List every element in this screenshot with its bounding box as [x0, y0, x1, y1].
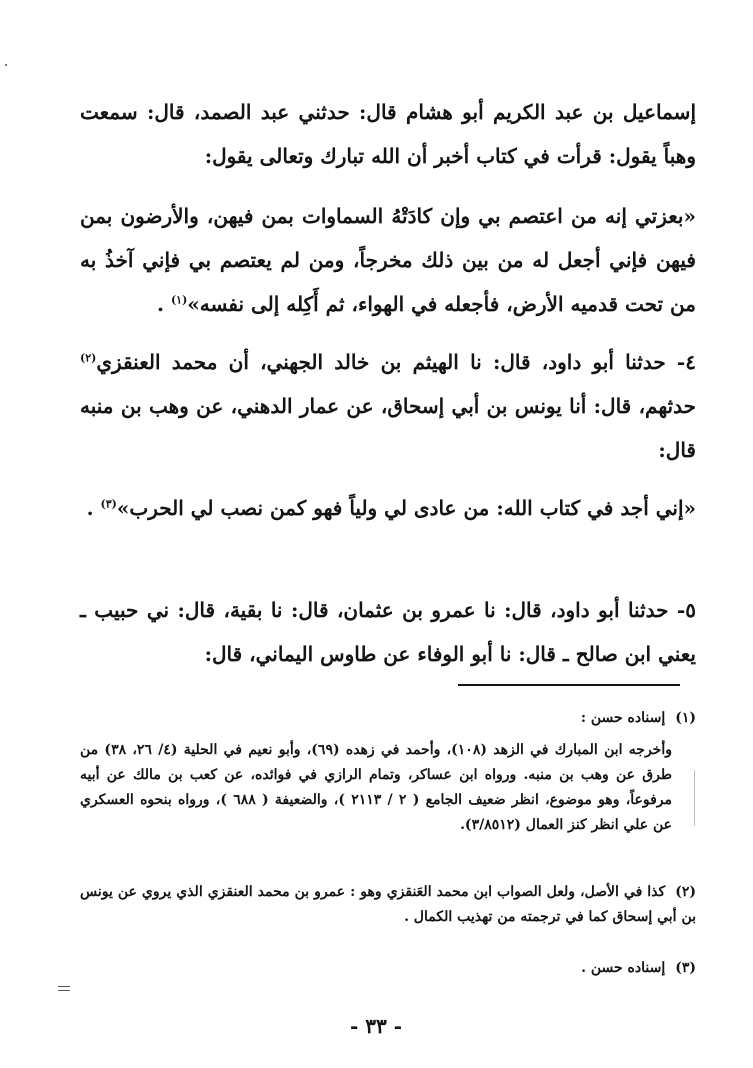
quote-2-end: . [86, 496, 101, 520]
scan-speck [58, 990, 70, 991]
quote-end: . [157, 292, 171, 316]
footnote-ref-1: (١) [170, 293, 188, 307]
footnote-3 [80, 956, 696, 981]
quote-text: «بعزتي إنه من اعتصم بي وإن كادَتْهُ السماوات بمن فيهن، والأرضون بمن فيهن فإني أجعل له من بين ذلك مخرجاً، ومن لم يعتصم بي فإني آخذُ به من تحت قدميه الأرض، فأجعله في الهواء، ثم أَكِله إلى نفسه» [80, 204, 696, 316]
quote-wali-saying [80, 486, 696, 530]
scan-edge-mark [694, 770, 695, 826]
hadith-4-rest: حدثهم، قال: أنا يونس بن أبي إسحاق، عن عمار الدهني، عن وهب بن منبه قال: [80, 394, 696, 462]
quote-2-text: «إني أجد في كتاب الله: من عادى لي ولياً فهو كمن نصب لي الحرب» [116, 496, 696, 520]
footnote-3-number: (٣) [675, 960, 696, 976]
footnote-1-heading [80, 706, 696, 731]
footnote-2 [80, 880, 696, 930]
footnote-1-number: (١) [675, 710, 696, 726]
hadith-5: ٥- حدثنا أبو داود، قال: نا عمرو بن عثمان، قال: نا بقية، قال: ني حبيب ـ يعني ابن صالح ـ قال: نا أبو الوفاء عن طاوس اليماني، قال: [80, 598, 696, 666]
scan-speck [5, 64, 7, 66]
footnote-1-title: إسناده حسن : [580, 710, 666, 726]
footnote-1-body: وأخرجه ابن المبارك في الزهد (١٠٨)، وأحمد في زهده (٦٩)، وأبو نعيم في الحلية (٤/ ٢٦، ٣٨) من طرق عن وهب بن منبه. ورواه ابن عساكر، وتمام الرازي في فوائده، عن كعب بن مالك عن أبيه مرفوعاً، وهو موضوع، انظر ضعيف الجامع ( ٢ / ٢١١٣ )، والضعيفة ( ٦٨٨ )، ورواه بنحوه العسكري عن علي انظر كنز العمال (٣/٨٥١٢). [80, 742, 672, 833]
footnote-2-number: (٢) [675, 884, 696, 900]
footnote-ref-3: (٣) [100, 497, 117, 511]
footnote-3-text: إسناده حسن . [581, 960, 666, 976]
scan-speck [58, 986, 70, 987]
page-number: - ٣٣ - [349, 1014, 402, 1038]
hadith-4 [80, 340, 696, 472]
footnote-divider [458, 684, 680, 686]
footnote-2-text: كذا في الأصل، ولعل الصواب ابن محمد العَنقزي وهو : عمرو بن محمد العنقزي الذي يروي عن يونس بن أبي إسحاق كما في ترجمته من تهذيب الكمال . [80, 884, 696, 925]
footnote-ref-2: (٢) [80, 351, 97, 365]
hadith-4-text: ٤- حدثنا أبو داود، قال: نا الهيثم بن خالد الجهني، أن محمد العنقزي [96, 350, 696, 374]
paragraph-isnad-continuation: إسماعيل بن عبد الكريم أبو هشام قال: حدثني عبد الصمد، قال: سمعت وهباً يقول: قرأت في كتاب أخبر أن الله تبارك وتعالى يقول: [80, 100, 696, 168]
quote-divine-saying [80, 194, 696, 326]
